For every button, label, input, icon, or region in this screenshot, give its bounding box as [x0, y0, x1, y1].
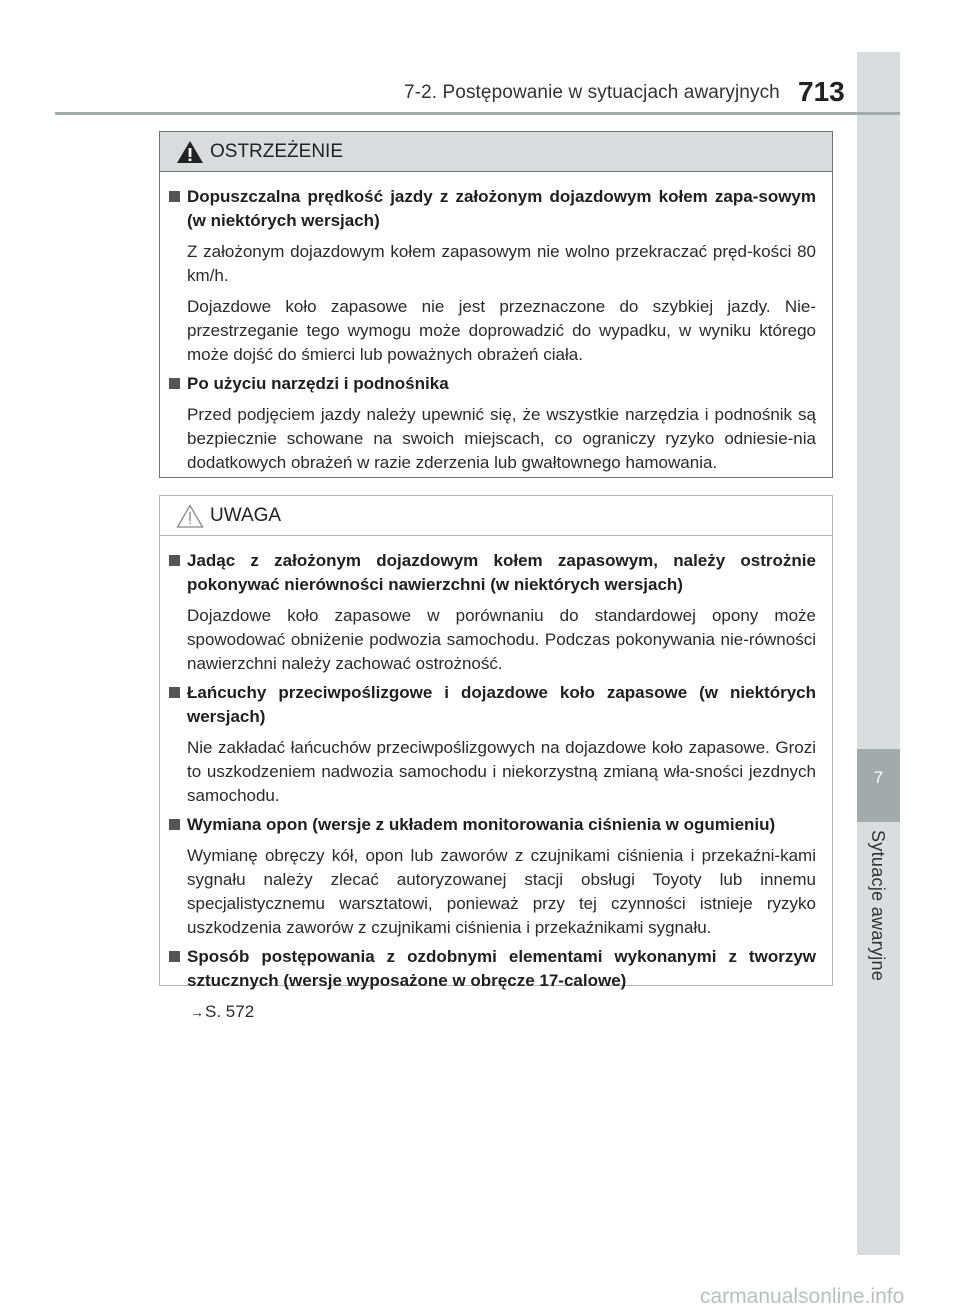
notice-item-title — [168, 945, 816, 993]
item-title-text: Dopuszczalna prędkość jazdy z założonym dojazdowym kołem zapa-sowym (w niektórych wersjach) — [187, 187, 816, 230]
notice-box-body — [160, 536, 832, 1024]
notice-box — [159, 495, 833, 1021]
notice-item — [168, 549, 816, 676]
item-title-text: Łańcuchy przeciwpoślizgowe i dojazdowe koło zapasowe (w niektórych wersjach) — [187, 683, 816, 726]
warning-triangle-filled-icon — [176, 140, 204, 164]
arrow-right-icon: → — [190, 1004, 204, 1020]
warning-box — [159, 131, 833, 478]
square-bullet-icon — [169, 555, 180, 566]
notice-item-paragraph: Nie zakładać łańcuchów przeciwpoślizgowych na dojazdowe koło zapasowe. Grozi to uszkodzeniem nadwozia samochodu i niekorzystną zmianą wła-sności jezdnych samochodu. — [187, 738, 816, 805]
chapter-side-tab — [857, 52, 900, 1255]
item-title-text: Po użyciu narzędzi i podnośnika — [187, 374, 449, 393]
item-title-text: Wymiana opon (wersje z układem monitorowania ciśnienia w ogumieniu) — [187, 815, 776, 834]
warning-item — [168, 372, 816, 475]
warning-box-title: OSTRZEŻENIE — [210, 140, 344, 162]
warning-box-body — [160, 172, 832, 475]
warning-item-paragraph: Dojazdowe koło zapasowe nie jest przeznaczone do szybkiej jazdy. Nie-przestrzeganie tego wymogu może doprowadzić do wypadku, w wyniku którego może dojść do śmierci lub poważnych obrażeń ciała. — [187, 297, 816, 364]
notice-box-title: UWAGA — [210, 504, 282, 526]
warning-item — [168, 185, 816, 367]
page-reference-link[interactable]: S. 572 — [205, 1002, 255, 1021]
page-number: 713 — [798, 76, 845, 107]
warning-item-title — [168, 185, 816, 233]
item-title-text: Sposób postępowania z ozdobnymi elementami wykonanymi z tworzyw sztucznych (wersje wyposażone w obręcze 17-calowe) — [187, 947, 816, 990]
notice-item-title — [168, 813, 816, 837]
warning-triangle-outline-icon — [176, 504, 204, 528]
square-bullet-icon — [169, 378, 180, 389]
chapter-label: Sytuacje awaryjne — [868, 830, 888, 982]
warning-item-paragraph: Z założonym dojazdowym kołem zapasowym nie wolno przekraczać pręd-kości 80 km/h. — [187, 242, 816, 285]
item-title-text: Jadąc z założonym dojazdowym kołem zapasowym, należy ostrożnie pokonywać nierówności nawierzchni (w niektórych wersjach) — [187, 551, 816, 594]
notice-item — [168, 945, 816, 1024]
chapter-number: 7 — [873, 768, 884, 787]
notice-item-title — [168, 549, 816, 597]
notice-box-header — [160, 496, 832, 536]
square-bullet-icon — [169, 687, 180, 698]
notice-item-paragraph: Dojazdowe koło zapasowe w porównaniu do standardowej opony może spowodować obniżenie podwozia samochodu. Podczas pokonywania nie-równości nawierzchni należy zachować ostrożność. — [187, 606, 816, 673]
section-title: 7-2. Postępowanie w sytuacjach awaryjnych — [404, 82, 780, 103]
notice-item-title — [168, 681, 816, 729]
header-rule — [55, 112, 900, 115]
page-reference — [168, 1000, 816, 1024]
warning-box-header — [160, 132, 832, 172]
notice-item — [168, 681, 816, 808]
square-bullet-icon — [169, 951, 180, 962]
square-bullet-icon — [169, 819, 180, 830]
notice-item — [168, 813, 816, 940]
warning-item-paragraph: Przed podjęciem jazdy należy upewnić się, że wszystkie narzędzia i podnośnik są bezpiecznie schowane na swoich miejscach, co ograniczy ryzyko odniesie-nia dodatkowych obrażeń w razie zderzenia lub gwałtownego hamowania. — [187, 405, 816, 472]
warning-item-title — [168, 372, 816, 396]
notice-item-paragraph: Wymianę obręczy kół, opon lub zaworów z czujnikami ciśnienia i przekaźni-kami sygnału należy zlecać autoryzowanej stacji obsługi Toyoty lub innemu specjalistycznemu warsztatowi, ponieważ przy tej czynności istnieje ryzyko uszkodzenia zaworów z czujnikami ciśnienia i przekaźnikami sygnału. — [187, 846, 816, 937]
square-bullet-icon — [169, 191, 180, 202]
watermark: carmanualsonline.info — [700, 1285, 905, 1308]
